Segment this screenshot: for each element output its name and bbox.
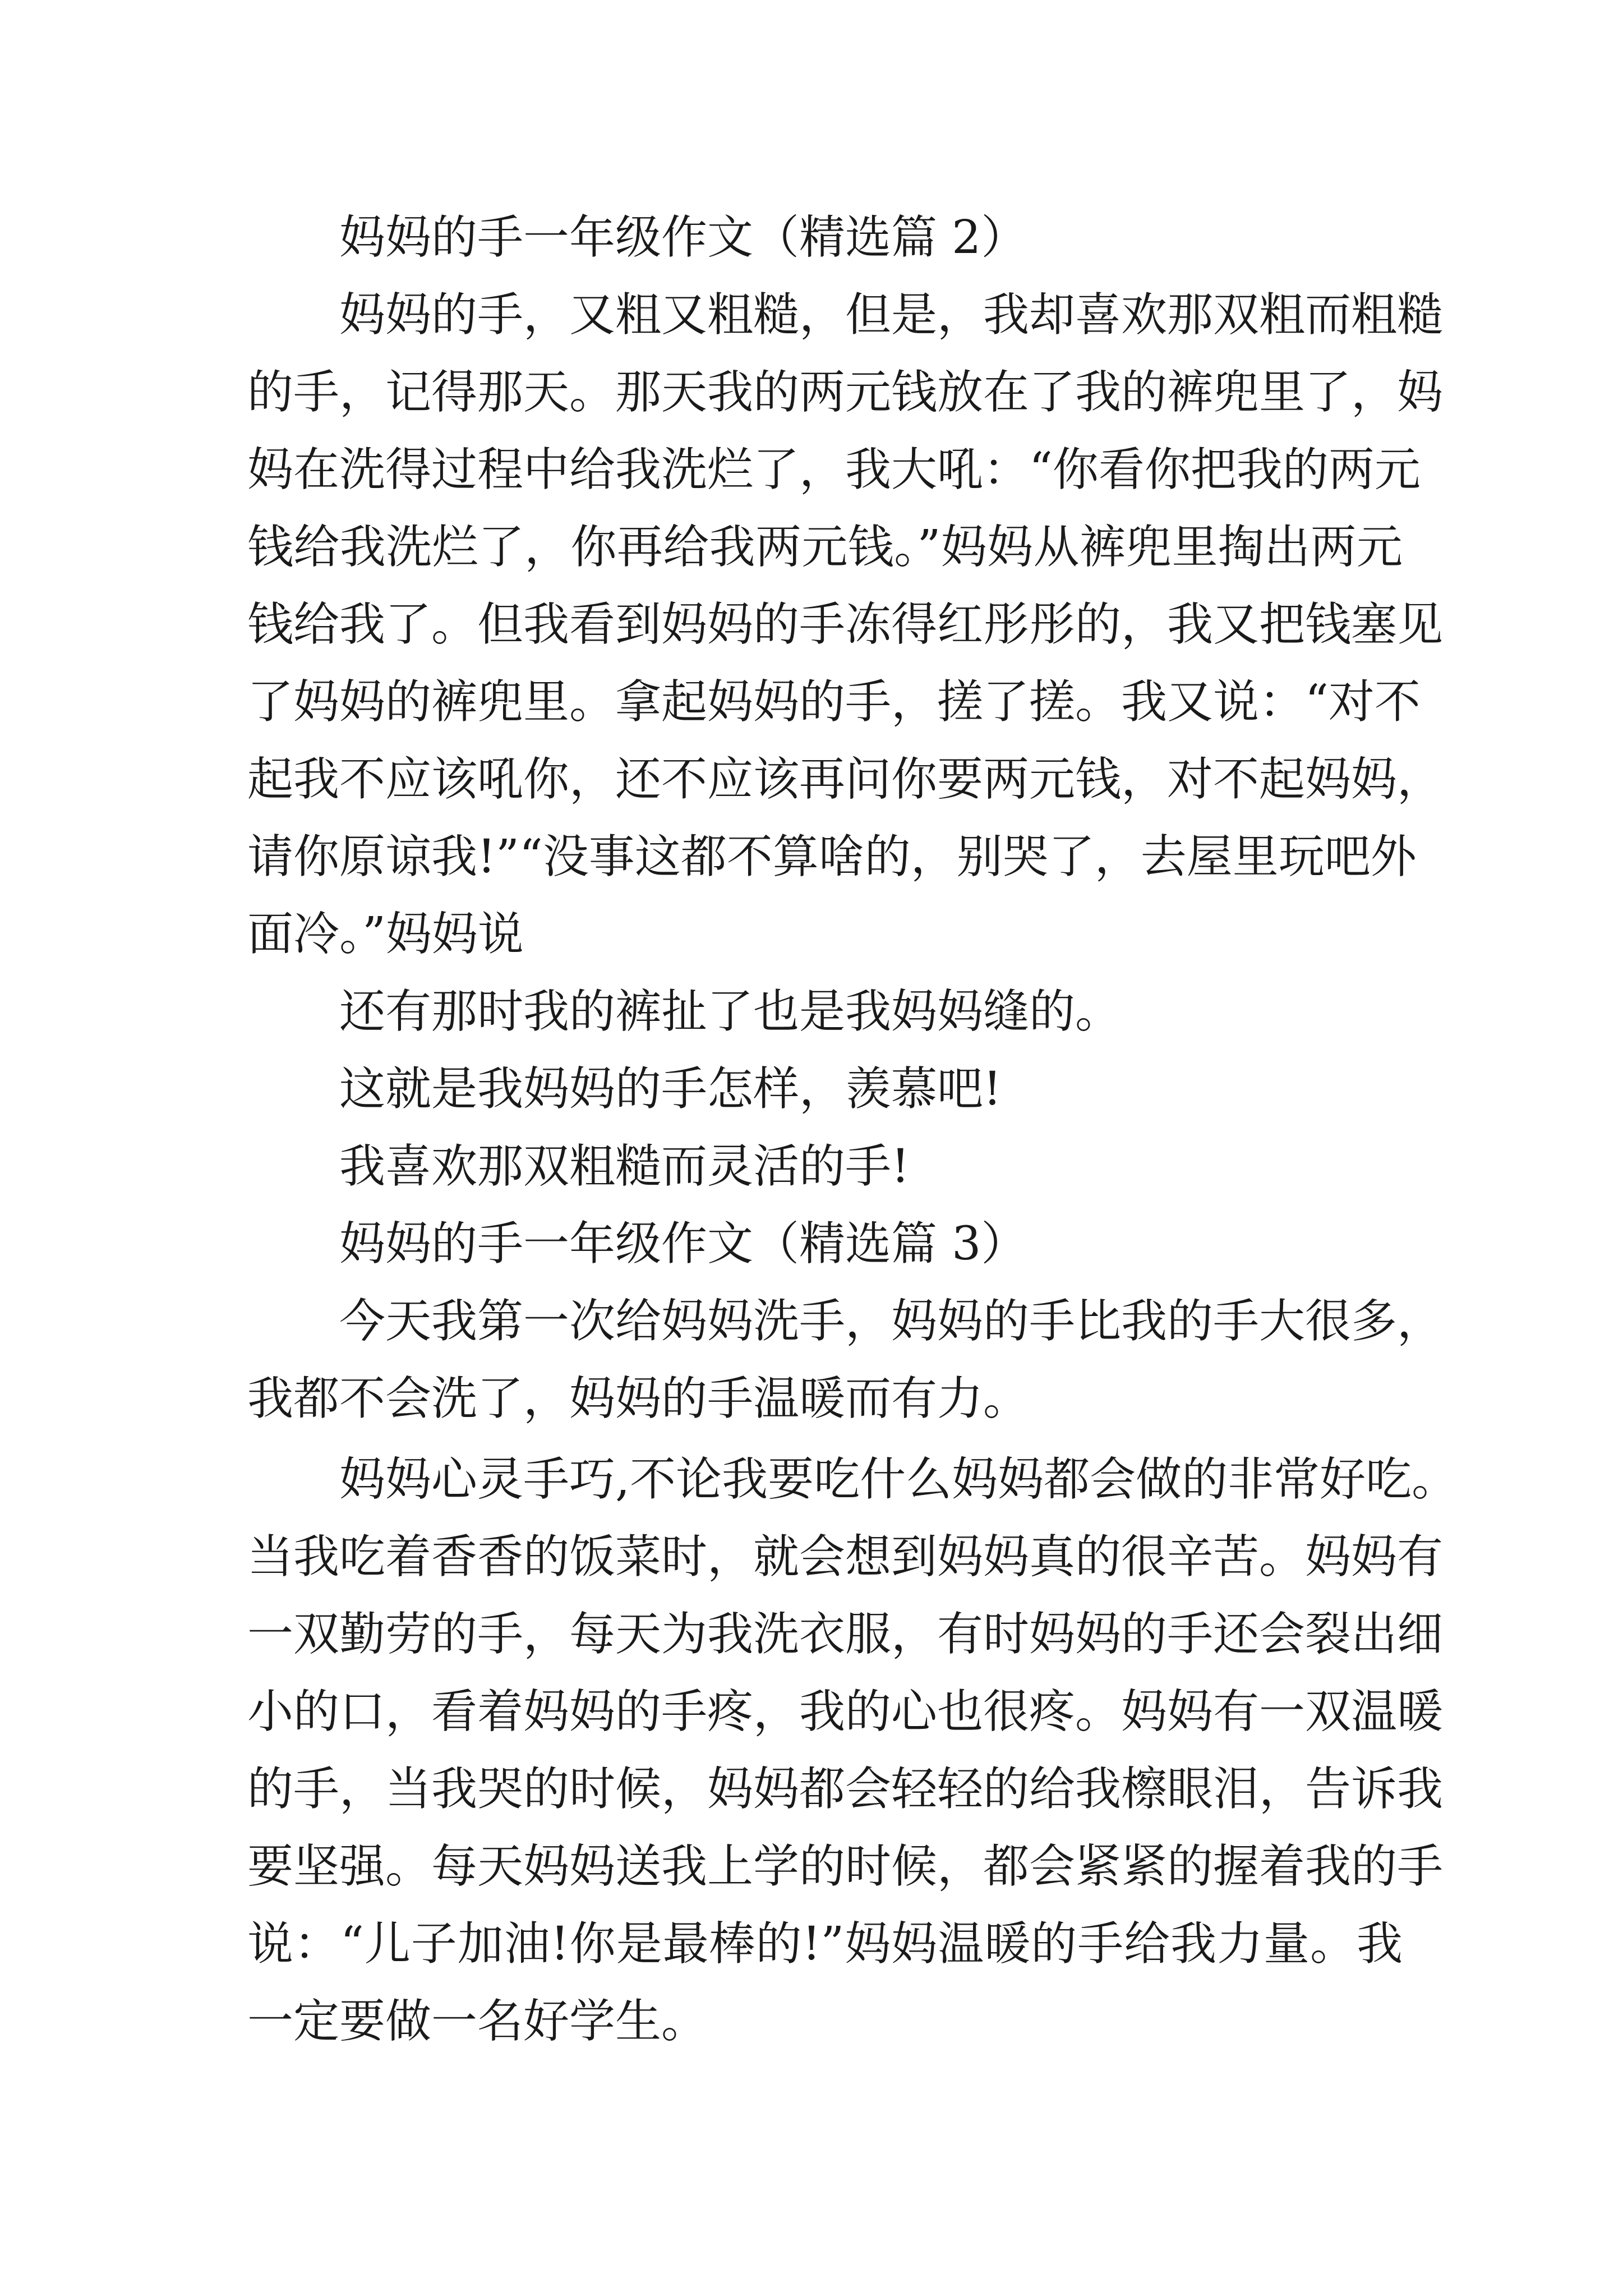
paragraph-line: 我都不会洗了，妈妈的手温暖而有力。 (247, 1372, 1030, 1425)
paragraph (247, 1441, 1458, 2060)
paragraph-line: 一双勤劳的手，每天为我洗衣服，有时妈妈的手还会裂出细 (247, 1608, 1444, 1661)
paragraph-line: 的手，当我哭的时候，妈妈都会轻轻的给我檫眼泪，告诉我 (247, 1763, 1444, 1816)
paragraph-line: 请你原谅我!”“没事这都不算啥的，别哭了，去屋里玩吧外 (247, 830, 1417, 884)
paragraph: 这就是我妈妈的手怎样，羡慕吧! (339, 1062, 1002, 1116)
paragraph-line: 面冷。”妈妈说 (247, 908, 524, 961)
paragraph-line: 妈在洗得过程中给我洗烂了，我大吼：“你看你把我的两元 (247, 443, 1421, 496)
paragraph-line: 说：“儿子加油!你是最棒的!”妈妈温暖的手给我力量。我 (247, 1917, 1403, 1971)
paragraph: 还有那时我的裤扯了也是我妈妈缝的。 (339, 985, 1122, 1038)
paragraph: 我喜欢那双粗糙而灵活的手! (339, 1140, 910, 1193)
paragraph-line: 的手，记得那天。那天我的两元钱放在了我的裤兜里了，妈 (247, 366, 1444, 419)
essay-body (247, 199, 1458, 2060)
paragraph-line: 了妈妈的裤兜里。拿起妈妈的手，搓了搓。我又说：“对不 (247, 675, 1421, 729)
paragraph-line: 钱给我洗烂了，你再给我两元钱。”妈妈从裤兜里掏出两元 (247, 521, 1403, 574)
paragraph-line: 妈妈的手，又粗又粗糙，但是，我却喜欢那双粗而粗糙 (339, 288, 1444, 342)
paragraph (247, 277, 1444, 973)
paragraph-line: 一定要做一名好学生。 (247, 1995, 708, 2048)
paragraph-line: 当我吃着香香的饭菜时，就会想到妈妈真的很辛苦。妈妈有 (247, 1530, 1444, 1584)
paragraph-line: 小的口，看着妈妈的手疼，我的心也很疼。妈妈有一双温暖 (247, 1685, 1444, 1738)
section-heading: 妈妈的手一年级作文（精选篇 2） (339, 211, 1027, 264)
paragraph-line: 妈妈心灵手巧,不论我要吃什么妈妈都会做的非常好吃。 (339, 1453, 1458, 1506)
paragraph (247, 1283, 1444, 1438)
paragraph-line: 今天我第一次给妈妈洗手，妈妈的手比我的手大很多， (339, 1295, 1444, 1348)
section-heading: 妈妈的手一年级作文（精选篇 3） (339, 1217, 1027, 1271)
paragraph-line: 起我不应该吼你，还不应该再问你要两元钱，对不起妈妈， (247, 753, 1444, 806)
paragraph-line: 钱给我了。但我看到妈妈的手冻得红彤彤的，我又把钱塞见 (247, 598, 1444, 651)
paragraph-line: 要坚强。每天妈妈送我上学的时候，都会紧紧的握着我的手 (247, 1840, 1444, 1893)
